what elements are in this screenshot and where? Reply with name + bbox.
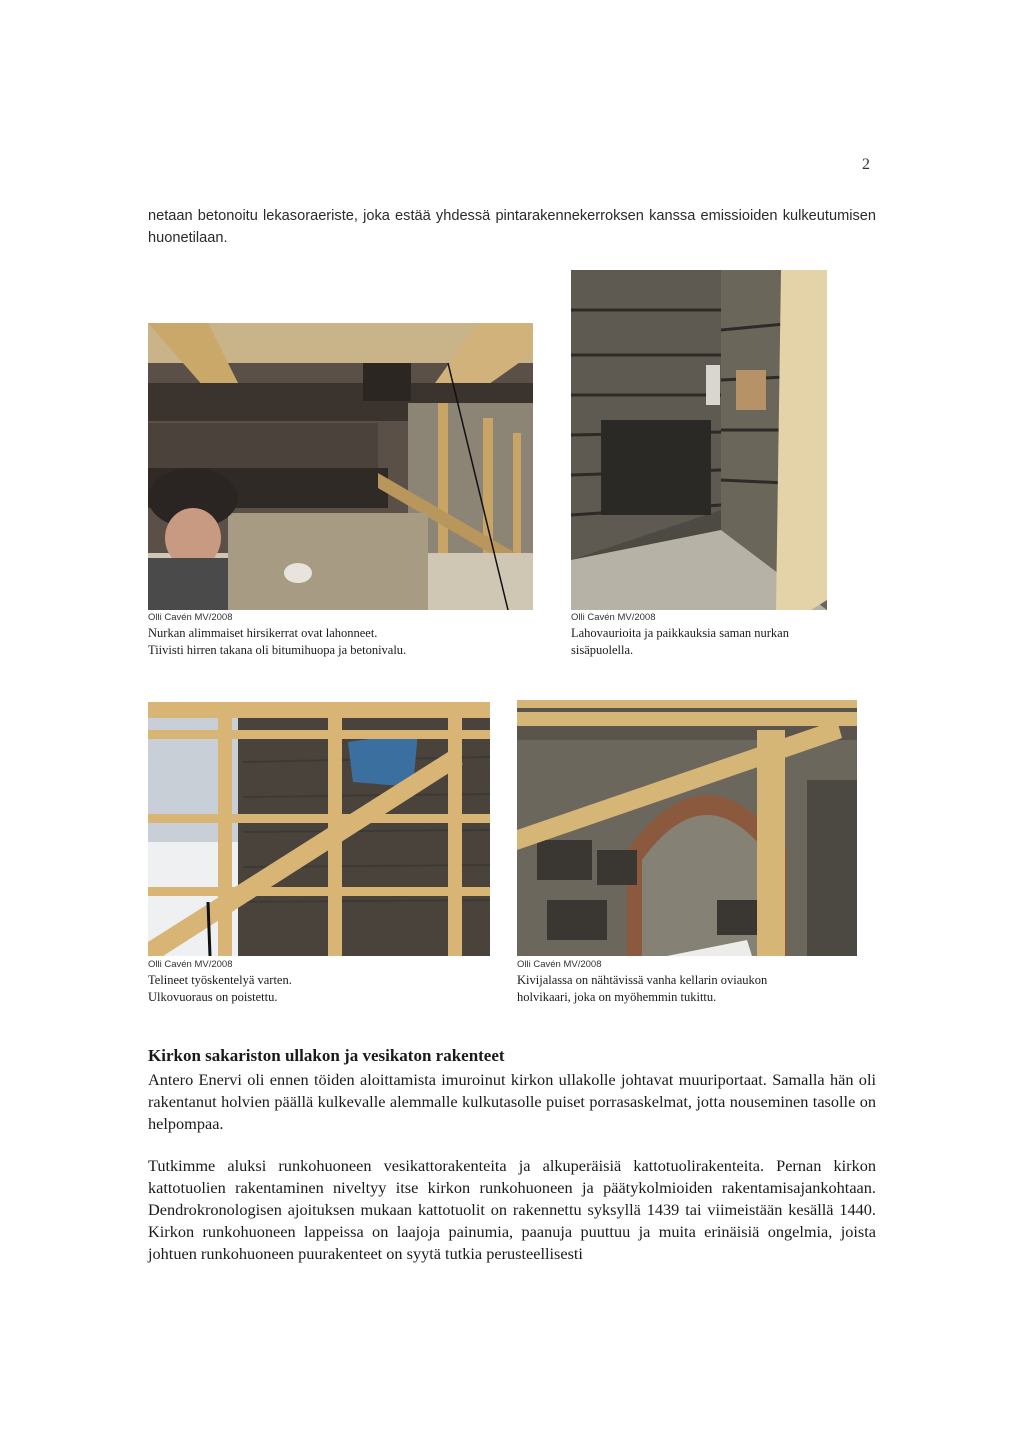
- caption-line: Nurkan alimmaiset hirsikerrat ovat lahonneet.: [148, 626, 378, 640]
- photo-credit: Olli Cavén MV/2008: [148, 959, 233, 970]
- photo-interior-corner-decay: [571, 270, 827, 610]
- body-paragraph: Tutkimme aluksi runkohuoneen vesikattorakenteita ja alkuperäisiä kattotuolirakenteita. Pernan kirkon kattotuolien rakentaminen niveltyy itse kirkon runkohuoneen ja päätykolmioiden rakentamisajankohtaan. Dendrokronologisen ajoituksen mukaan kattotuolit on rakennettu syksyllä 1439 tai viimeistään kesällä 1440. Kirkon runkohuoneen lappeissa on laajoja painumia, paanuja puuttuu ja muita erinäisiä ongelmia, joista johtuen runkohuoneen puurakenteet on syytä tutkia perusteellisesti: [148, 1156, 876, 1263]
- photo-4-caption: [517, 958, 862, 1005]
- photo-2-caption: [571, 611, 851, 658]
- photo-credit: Olli Cavén MV/2008: [571, 612, 656, 623]
- photo-3-caption: [148, 958, 490, 1005]
- caption-line: Telineet työskentelyä varten.: [148, 973, 292, 987]
- photo-credit: Olli Cavén MV/2008: [517, 959, 602, 970]
- intro-paragraph: netaan betonoitu lekasoraeriste, joka estää yhdessä pintarakennekerroksen kanssa emissioiden kulkeutumisen huonetilaan.: [148, 208, 876, 246]
- section-heading: Kirkon sakariston ullakon ja vesikaton rakenteet: [148, 1046, 505, 1065]
- photo-foundation-arch: [517, 700, 857, 956]
- caption-line: Ulkovuoraus on poistettu.: [148, 989, 278, 1004]
- page-number: 2: [862, 156, 870, 173]
- body-paragraph: Antero Enervi oli ennen töiden aloittamista imuroinut kirkon ullakolle johtavat muuriportaat. Samalla hän oli rakentanut holvien päällä kulkevalle alemmalle kulkutasolle puiset porrasaskelmat, jotta nouseminen tasolle on helpompaa.: [148, 1070, 876, 1133]
- caption-line: holvikaari, joka on myöhemmin tukittu.: [517, 989, 717, 1004]
- caption-line: Kivijalassa on nähtävissä vanha kellarin oviaukon: [517, 973, 768, 987]
- photo-scaffolding: [148, 702, 490, 956]
- caption-line: sisäpuolella.: [571, 642, 634, 657]
- photo-1-caption: [148, 611, 533, 658]
- caption-line: Lahovaurioita ja paikkauksia saman nurkan: [571, 626, 789, 640]
- caption-line: Tiivisti hirren takana oli bitumihuopa ja betonivalu.: [148, 642, 407, 657]
- photo-credit: Olli Cavén MV/2008: [148, 612, 233, 623]
- photo-rotten-corner-logs: [148, 323, 533, 610]
